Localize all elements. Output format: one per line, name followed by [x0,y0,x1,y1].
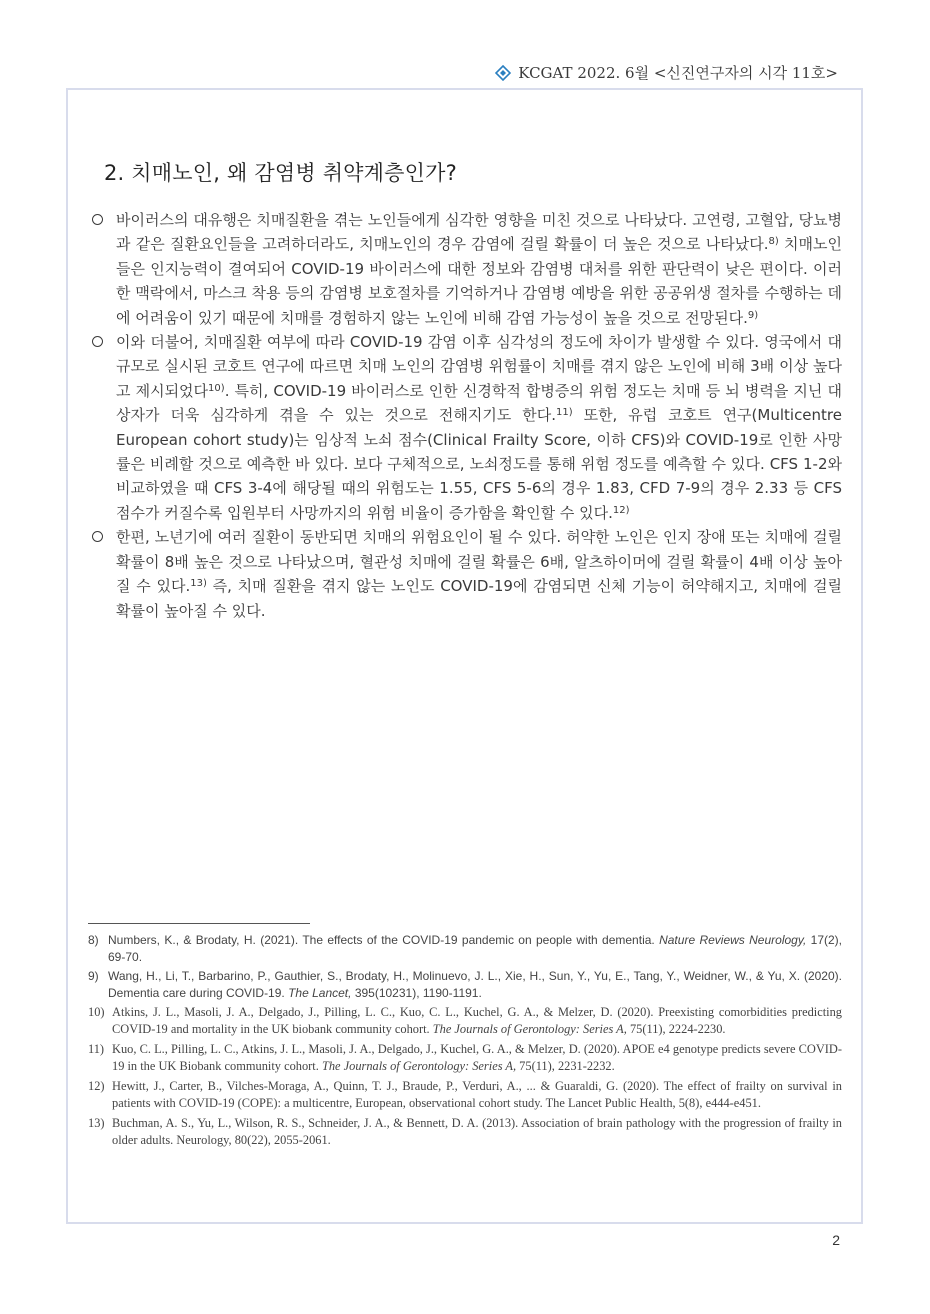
footnotes [88,932,842,1152]
paragraph-1 [88,208,842,330]
footnote-ref[interactable]: 9) [747,309,759,321]
page-number: 2 [832,1232,840,1248]
bullet-circle-icon [92,531,103,542]
running-header [495,62,838,83]
paragraph-3 [88,525,842,623]
bullet-circle-icon [92,336,103,347]
footnote-ref[interactable]: 10) [208,382,225,394]
footnote-text: Atkins, J. L., Masoli, J. A., Delgado, J., Pilling, L. C., Kuo, C. L., Kuchel, G. A., & Melzer, D. (2020). Preexisting comorbidities predicting COVID-19 and mortality in the UK biobank community cohort. [112,1005,842,1036]
paragraph-text: 바이러스의 대유행은 치매질환을 겪는 노인들에게 심각한 영향을 미친 것으로 나타났다. 고연령, 고혈압, 당뇨병과 같은 질환요인들을 고려하더라도, 치매노인의 경우 감염에 걸릴 확률이 더 높은 것으로 나타났다. [116,211,842,254]
paragraph-text: 치매노인들은 인지능력이 결여되어 COVID-19 바이러스에 대한 정보와 감염병 대처를 위한 판단력이 낮은 편이다. 이러한 맥락에서, 마스크 착용 등의 감염병 보호절차를 기억하거나 감염병 예방을 위한 공공위생 절차를 수행하는 데에 어려움이 있기 때문에 치매를 경험하지 않는 노인에 비해 감염 가능성이 높을 것으로 전망된다. [116,235,843,327]
footnote-tail: 395(10231), 1190-1191. [354,985,482,1000]
footnote-separator [88,923,310,924]
footnote-number: 13) [88,1116,105,1130]
footnote-text: Buchman, A. S., Yu, L., Wilson, R. S., Schneider, J. A., & Bennett, D. A. (2013). Association of brain pathology with the progression of frailty in older adults. Neurology, 80(22), 2055-2061. [112,1116,842,1147]
paragraph-text: . 특히, COVID-19 바이러스로 인한 신경학적 합병증의 위험 정도는 치매 등 뇌 병력을 지닌 대상자가 더욱 심각하게 겪을 수 있는 것으로 전해지기도 한다. [116,381,842,425]
footnote-text: Wang, H., Li, T., Barbarino, P., Gauthier, S., Brodaty, H., Molinuevo, J. L., Xie, H., Sun, Y., Yu, E., Tang, Y., Weidner, W., & Yu, X. (2020). Dementia care during COVID-19. [108,969,842,1000]
paragraph-2 [88,330,842,525]
footnote-tail: 17(2), 69-70. [108,933,842,964]
paragraph-text: 한편, 노년기에 여러 질환이 동반되면 치매의 위험요인이 될 수 있다. 허약한 노인은 인지 장애 또는 치매에 걸릴 확률이 8배 높은 것으로 나타났으며, 혈관성 치매에 걸릴 확률은 6배, 알츠하이머에 걸릴 확률이 4배 이상 높아질 수 있다. [116,528,842,596]
footnote-tail: 75(11), 2224-2230. [629,1021,726,1036]
footnote-ref[interactable]: 12) [612,504,630,516]
footnote-9 [88,968,842,1001]
footnote-number: 11) [88,1042,105,1056]
footnote-12 [88,1078,842,1111]
footnote-text: Numbers, K., & Brodaty, H. (2021). The effects of the COVID-19 pandemic on people with dementia. [108,933,655,947]
footnote-ref[interactable]: 13) [190,578,207,590]
footnote-ref[interactable]: 11) [556,407,573,419]
footnote-text: Hewitt, J., Carter, B., Vilches-Moraga, A., Quinn, T. J., Braude, P., Verduri, A., ... & Guaraldi, G. (2020). The effect of frailty on survival in patients with COVID-19 (COPE): a multicentre, European, observational cohort study. The Lancet Public Health, 5(8), e444-e451. [112,1079,842,1110]
section-title: 2. 치매노인, 왜 감염병 취약계층인가? [104,161,457,185]
footnote-text: Kuo, C. L., Pilling, L. C., Atkins, J. L., Masoli, J. A., Delgado, J., Kuchel, G. A., & Melzer, D. (2020). APOE e4 genotype predicts severe COVID-19 in the UK Biobank community cohort. [112,1042,842,1073]
footnote-tail: 75(11), 2231-2232. [519,1058,615,1073]
body-text [88,208,842,623]
footnote-13 [88,1115,842,1148]
bullet-circle-icon [92,214,103,225]
footnote-journal: Nature Reviews Neurology, [659,933,807,947]
footnote-journal: The Lancet, [288,985,352,1000]
running-title: KCGAT 2022. 6월 <신진연구자의 시각 11호> [518,64,838,82]
footnote-number: 12) [88,1079,105,1093]
paragraph-text: 또한, 유럽 코호트 연구(Multicentre European cohort study)는 임상적 노쇠 점수(Clinical Frailty Score, 이하 CFS)와 COVID-19로 인한 사망률은 비례할 것으로 예측한 바 있다. 보다 구체적으로, 노쇠정도를 통해 위험 정도를 예측할 수 있다. CFS 1-2와 비교하였을 때 CFS 3-4에 해당될 때의 위험도는 1.55, CFS 5-6의 경우 1.83, CFD 7-9의 경우 2.33 등 CFS 점수가 커질수록 입원부터 사망까지의 위험 비율이 증가함을 확인할 수 있다. [116,406,842,522]
footnote-number: 9) [88,969,99,983]
footnote-journal: The Journals of Gerontology: Series A, [432,1021,627,1036]
diamond-icon [495,65,511,81]
footnote-number: 8) [88,933,99,947]
paragraph-text: 이와 더불어, 치매질환 여부에 따라 COVID-19 감염 이후 심각성의 정도에 차이가 발생할 수 있다. 영국에서 대규모로 실시된 코호트 연구에 따르면 치매 노인의 감염병 위험률이 치매를 겪지 않은 노인에 비해 3배 이상 높다고 제시되었다 [116,333,842,400]
footnote-journal: The Journals of Gerontology: Series A, [321,1058,517,1073]
footnote-10 [88,1004,842,1037]
footnote-ref[interactable]: 8) [768,236,779,248]
paragraph-text: 즉, 치매 질환을 겪지 않는 노인도 COVID-19에 감염되면 신체 기능이 허약해지고, 치매에 걸릴 확률이 높아질 수 있다. [116,577,842,620]
footnote-11 [88,1041,842,1074]
footnote-8 [88,932,842,965]
footnote-number: 10) [88,1005,105,1019]
